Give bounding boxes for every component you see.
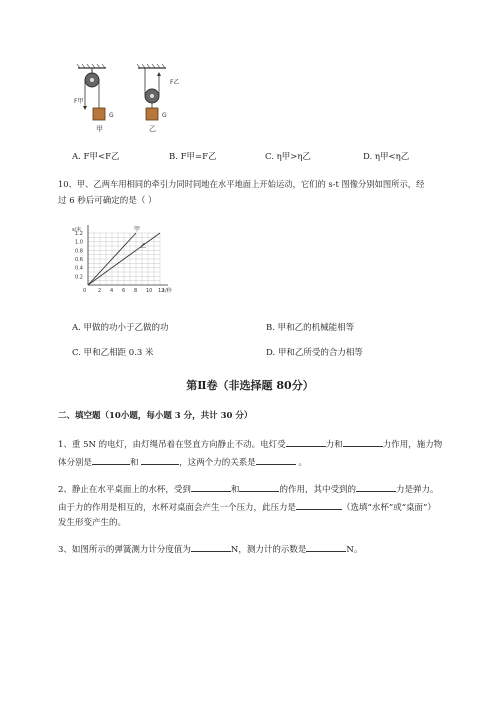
blank[interactable] bbox=[356, 482, 396, 492]
figure-left-caption: 甲 bbox=[96, 125, 103, 133]
blank[interactable] bbox=[239, 482, 279, 492]
ceiling-left bbox=[77, 64, 106, 74]
q10-stem-line2: 过 6 秒后可确定的是（ ） bbox=[58, 196, 157, 206]
x-tick-label: 10 bbox=[146, 288, 153, 294]
force-left-label: F甲 bbox=[74, 98, 84, 105]
q10-option-a: A. 甲做的功小于乙做的功 bbox=[72, 323, 169, 333]
fill-q1-line2: 体分别是 和 ，这两个力的关系是 。 bbox=[58, 455, 307, 470]
series-label: 甲 bbox=[134, 226, 141, 233]
q9-option-c: C. η甲>η乙 bbox=[265, 152, 311, 162]
q10-stem-line1: 10、甲、乙两车用相同的牵引力同时同地在水平地面上开始运动，它们的 s-t 图像分别如图所示，经 bbox=[58, 179, 425, 189]
blank[interactable] bbox=[191, 482, 231, 492]
x-tick-label: 4 bbox=[110, 288, 114, 294]
x-tick-label: 12 bbox=[158, 288, 165, 294]
fill-q2-line2: 由于力的作用是相互的，水杯对桌面会产生一个压力，此压力是 （选填“水杯”或“桌面”） bbox=[58, 500, 436, 515]
blank[interactable] bbox=[306, 542, 346, 552]
ceiling-right bbox=[137, 64, 166, 68]
blank[interactable] bbox=[92, 455, 130, 465]
blank[interactable] bbox=[141, 455, 179, 465]
y-axis-label: s/米 bbox=[72, 227, 82, 233]
q10-option-d: D. 甲和乙所受的合力相等 bbox=[266, 348, 363, 358]
blank[interactable] bbox=[256, 455, 296, 465]
x-tick-label: 0 bbox=[83, 288, 87, 294]
section2-title: 二、填空题（10小题，每小题 3 分，共计 30 分） bbox=[58, 411, 253, 421]
blank[interactable] bbox=[286, 437, 326, 447]
x-tick-label: 6 bbox=[122, 288, 126, 294]
y-tick-label: 0.4 bbox=[75, 265, 83, 272]
fill-q3: 3、如图所示的弹簧测力计分度值为 N，测力计的示数是 N。 bbox=[58, 542, 362, 557]
weight-left bbox=[93, 108, 105, 120]
q9-option-d: D. η甲<η乙 bbox=[363, 152, 410, 162]
fill-q1-line1: 1、重 5N 的电灯，由灯绳吊着在竖直方向静止不动。电灯受 力和 力作用，施力物 bbox=[58, 437, 442, 452]
s-t-chart bbox=[68, 225, 180, 297]
y-tick-label: 0.6 bbox=[75, 257, 83, 263]
weight-left-label: G bbox=[109, 112, 114, 119]
x-tick-label: 8 bbox=[134, 288, 138, 294]
fill-q2-line1: 2、静止在水平桌面上的水杯，受到 和 的作用，其中受到的 力是弹力。 bbox=[58, 482, 438, 497]
force-right-label: F乙 bbox=[170, 79, 180, 86]
y-tick-label: 0.2 bbox=[75, 274, 83, 281]
blank[interactable] bbox=[191, 542, 231, 552]
q10-option-b: B. 甲和乙的机械能相等 bbox=[266, 323, 355, 333]
series-label: 乙 bbox=[140, 243, 147, 250]
part2-title: 第Ⅱ卷（非选择题 80分） bbox=[186, 379, 314, 392]
x-axis-label: t/秒 bbox=[163, 288, 172, 294]
y-tick-label: 1.2 bbox=[75, 231, 83, 237]
y-tick-label: 1.0 bbox=[75, 239, 83, 246]
x-tick-label: 2 bbox=[98, 288, 102, 294]
blank[interactable] bbox=[343, 437, 383, 447]
weight-right bbox=[146, 108, 158, 120]
q9-option-b: B. F甲=F乙 bbox=[169, 152, 217, 162]
q10-option-c: C. 甲和乙相距 0.3 米 bbox=[72, 348, 154, 358]
q9-option-a: A. F甲<F乙 bbox=[72, 152, 120, 162]
blank[interactable] bbox=[296, 500, 342, 510]
fill-q2-line3: 发生形变产生的。 bbox=[58, 518, 127, 528]
weight-right-label: G bbox=[162, 112, 167, 119]
pulley-figure bbox=[70, 62, 190, 140]
figure-right-caption: 乙 bbox=[149, 125, 156, 133]
y-tick-label: 0.8 bbox=[75, 248, 83, 255]
